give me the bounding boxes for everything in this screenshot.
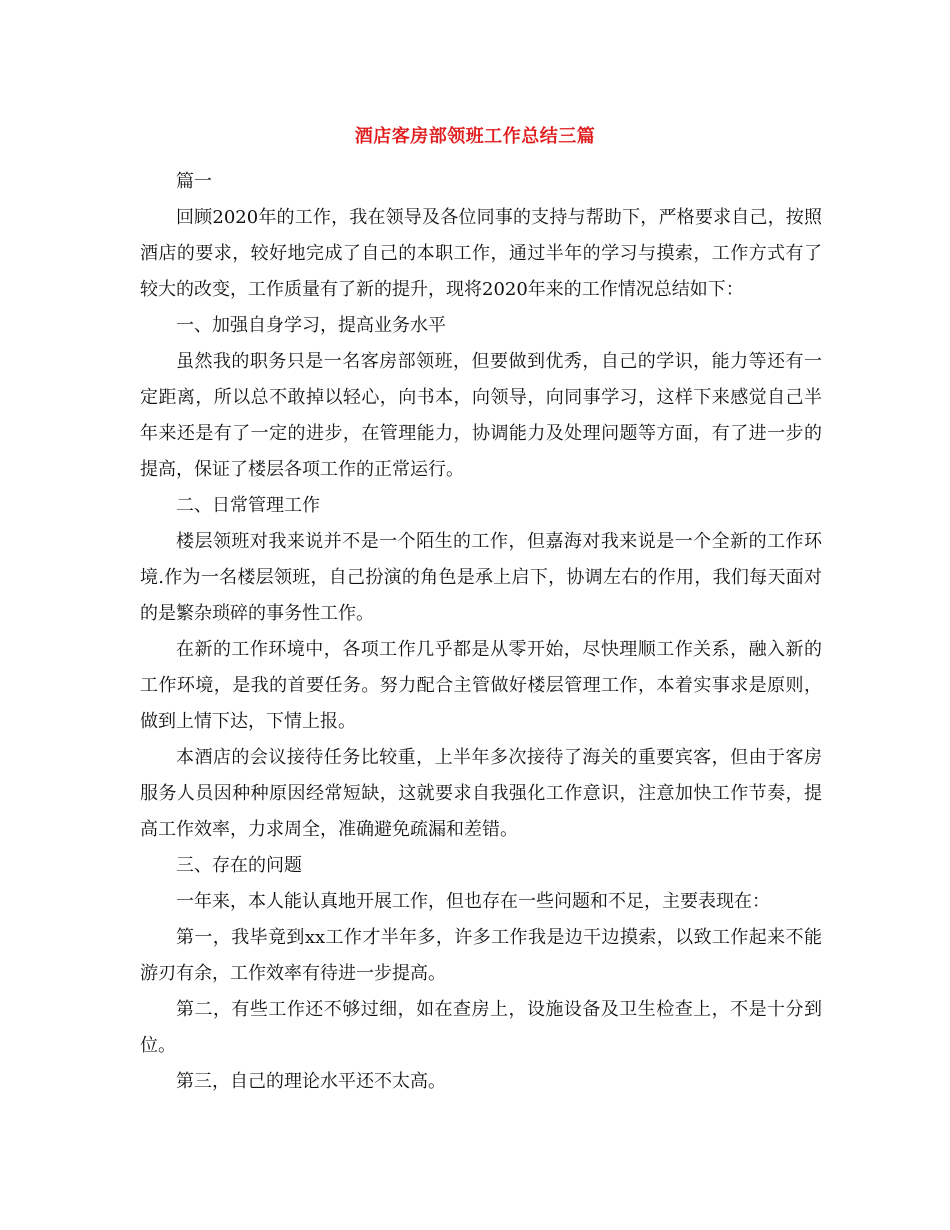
body-paragraph: 本酒店的会议接待任务比较重，上半年多次接待了海关的重要宾客，但由于客房服务人员因种种原因经常短缺，这就要求自我强化工作意识，注意加快工作节奏，提高工作效率，力求周全，准确避免疏漏和差错。 (140, 747, 822, 840)
body-paragraph: 一年来，本人能认真地开展工作，但也存在一些问题和不足，主要表现在： (176, 891, 770, 912)
body-paragraph: 第一，我毕竟到xx工作才半年多，许多工作我是边干边摸索，以致工作起来不能游刃有余，工作效率有待进一步提高。 (140, 927, 822, 984)
body-paragraph: 回顾2020年的工作，我在领导及各位同事的支持与帮助下，严格要求自己，按照酒店的要求，较好地完成了自己的本职工作，通过半年的学习与摸索，工作方式有了较大的改变，工作质量有了新的提升，现将2020年来的工作情况总结如下： (140, 207, 822, 300)
body-paragraph: 第二，有些工作还不够过细，如在查房上，设施设备及卫生检查上，不是十分到位。 (140, 999, 822, 1056)
body-paragraph: 虽然我的职务只是一名客房部领班，但要做到优秀，自己的学识，能力等还有一定距离，所以总不敢掉以轻心，向书本，向领导，向同事学习，这样下来感觉自己半年来还是有了一定的进步，在管理能力，协调能力及处理问题等方面，有了进一步的提高，保证了楼层各项工作的正常运行。 (140, 351, 822, 480)
section-heading: 一、加强自身学习，提高业务水平 (176, 315, 446, 336)
section-heading: 篇一 (176, 171, 212, 192)
body-paragraph: 楼层领班对我来说并不是一个陌生的工作，但嘉海对我来说是一个全新的工作环境.作为一名楼层领班，自己扮演的角色是承上启下，协调左右的作用，我们每天面对的是繁杂琐碎的事务性工作。 (140, 531, 822, 624)
document-body (140, 164, 822, 1100)
section-heading: 三、存在的问题 (176, 855, 302, 876)
body-paragraph: 在新的工作环境中，各项工作几乎都是从零开始，尽快理顺工作关系，融入新的工作环境，是我的首要任务。努力配合主管做好楼层管理工作，本着实事求是原则，做到上情下达，下情上报。 (140, 639, 822, 732)
document-title: 酒店客房部领班工作总结三篇 (354, 126, 596, 147)
body-paragraph: 第三，自己的理论水平还不太高。 (176, 1071, 446, 1092)
section-heading: 二、日常管理工作 (176, 495, 320, 516)
